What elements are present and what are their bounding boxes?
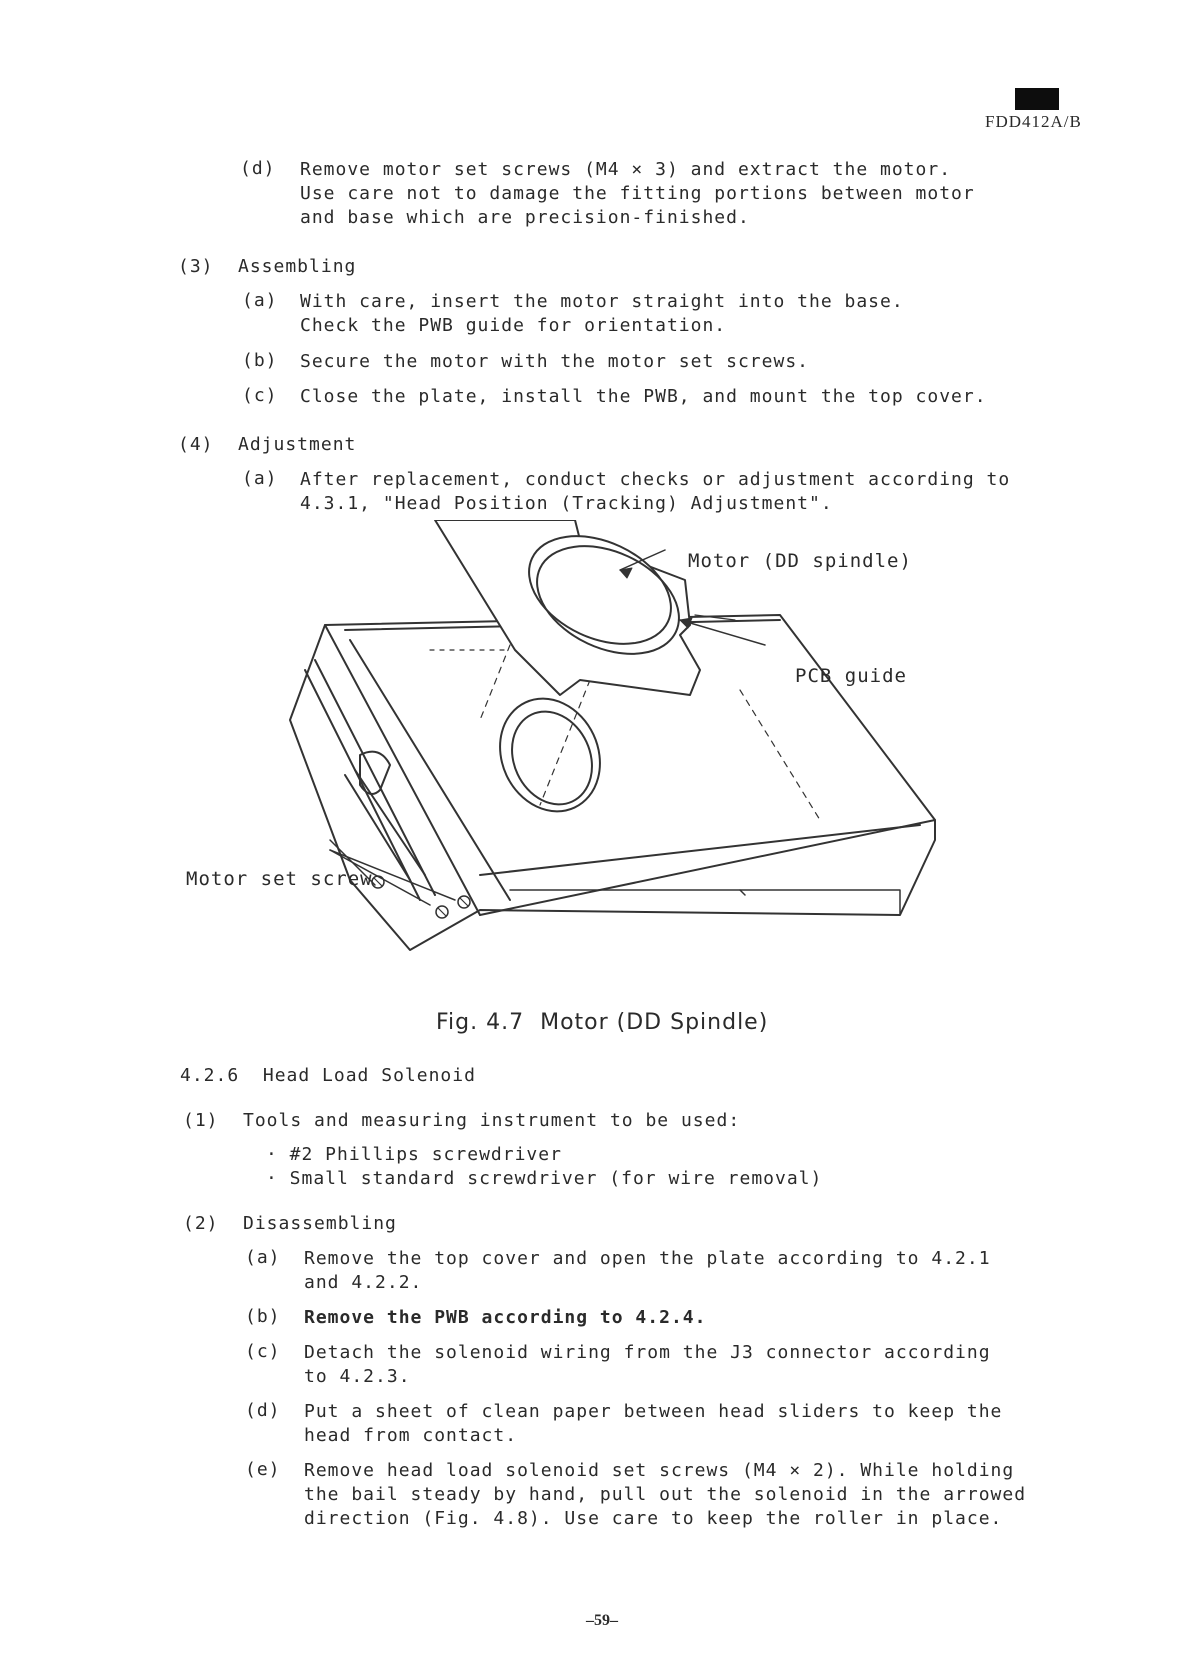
- step-marker: (c): [245, 1341, 281, 1362]
- step-line: Use care not to damage the fitting portions between motor: [300, 183, 975, 204]
- tools-title: Tools and measuring instrument to be used:: [243, 1110, 741, 1131]
- section-heading-4-2-6: 4.2.6 Head Load Solenoid: [180, 1065, 476, 1086]
- step-marker: (d): [245, 1400, 281, 1421]
- step-marker: (a): [245, 1247, 281, 1268]
- tool-item: · #2 Phillips screwdriver: [266, 1144, 562, 1165]
- step-line: After replacement, conduct checks or adjustment according to: [300, 469, 1011, 490]
- step-marker: (b): [245, 1306, 281, 1327]
- section-title-disassembling: Disassembling: [243, 1213, 397, 1234]
- callout-motor-set-screw: Motor set screw: [186, 868, 373, 890]
- callout-pcb-guide: PCB guide: [795, 665, 907, 687]
- step-line: Detach the solenoid wiring from the J3 connector according: [304, 1342, 991, 1363]
- step-line: and 4.2.2.: [304, 1272, 423, 1293]
- motor-assembly-illustration: [180, 520, 960, 990]
- assembling-step-c: [300, 385, 987, 409]
- step-line: Check the PWB guide for orientation.: [300, 315, 727, 336]
- disassembling-step-e: [304, 1459, 1026, 1531]
- disassembling-step-b: [304, 1306, 706, 1330]
- step-marker: (e): [245, 1459, 281, 1480]
- header-black-tab: [1015, 88, 1059, 110]
- step-marker: (c): [242, 385, 278, 406]
- document-id: FDD412A/B: [985, 112, 1082, 131]
- step-line: to 4.2.3.: [304, 1366, 411, 1387]
- step-line: the bail steady by hand, pull out the solenoid in the arrowed: [304, 1484, 1027, 1505]
- step-marker: (b): [242, 350, 278, 371]
- section-marker: (3): [178, 256, 214, 277]
- step-d-text: [300, 158, 975, 230]
- section-marker: (1): [183, 1110, 219, 1131]
- step-marker: (a): [242, 468, 278, 489]
- disassembling-step-c: [304, 1341, 991, 1389]
- section-marker: (2): [183, 1213, 219, 1234]
- step-marker: (a): [242, 290, 278, 311]
- step-line: Remove motor set screws (M4 × 3) and extract the motor.: [300, 159, 952, 180]
- assembling-step-b: [300, 350, 809, 374]
- step-line: 4.3.1, "Head Position (Tracking) Adjustment".: [300, 493, 833, 514]
- section-title-assembling: Assembling: [238, 256, 357, 277]
- disassembling-step-d: [304, 1400, 1002, 1448]
- page-number: –59–: [586, 1612, 618, 1629]
- step-line: Secure the motor with the motor set screws.: [300, 351, 809, 372]
- step-line: Remove the PWB according to 4.2.4.: [304, 1307, 707, 1328]
- step-line: Put a sheet of clean paper between head sliders to keep the: [304, 1401, 1003, 1422]
- section-marker: (4): [178, 434, 214, 455]
- step-marker: (d): [240, 158, 276, 179]
- step-line: Remove the top cover and open the plate according to 4.2.1: [304, 1248, 991, 1269]
- adjustment-step-a: [300, 468, 1010, 516]
- callout-motor: Motor (DD spindle): [688, 550, 912, 572]
- assembling-step-a: [300, 290, 904, 338]
- step-line: Close the plate, install the PWB, and mount the top cover.: [300, 386, 987, 407]
- step-line: and base which are precision-finished.: [300, 207, 750, 228]
- disassembling-step-a: [304, 1247, 991, 1295]
- step-line: direction (Fig. 4.8). Use care to keep the roller in place.: [304, 1508, 1003, 1529]
- tools-list: [266, 1143, 822, 1191]
- step-line: Remove head load solenoid set screws (M4 × 2). While holding: [304, 1460, 1015, 1481]
- tool-item: · Small standard screwdriver (for wire removal): [266, 1168, 823, 1189]
- section-title-adjustment: Adjustment: [238, 434, 357, 455]
- figure-caption: Fig. 4.7 Motor (DD Spindle): [436, 1010, 769, 1035]
- step-line: With care, insert the motor straight into the base.: [300, 291, 904, 312]
- step-line: head from contact.: [304, 1425, 518, 1446]
